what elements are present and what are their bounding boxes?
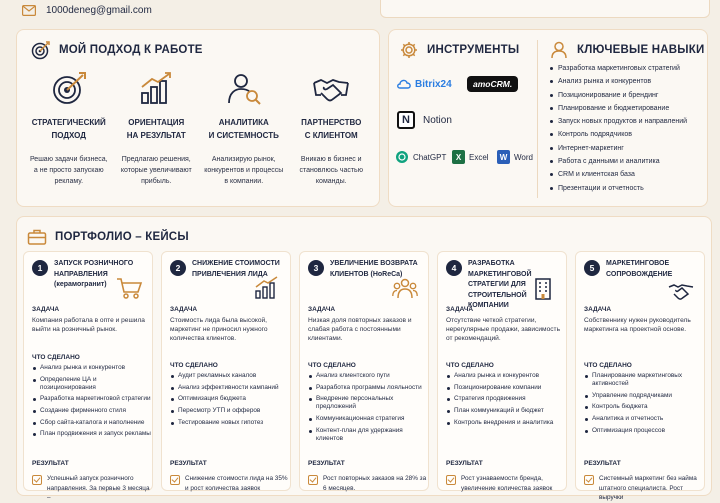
task-label: ЗАДАЧА [446, 306, 474, 313]
tools-skills-card [388, 29, 708, 207]
done-item: Контроль внедрения и аналитика [446, 419, 566, 427]
case-card[interactable] [299, 251, 429, 491]
team-icon [392, 276, 418, 300]
skill-item: Запуск новых продуктов и направлений [549, 117, 699, 126]
done-item: Внедрение персональных предложений [308, 395, 428, 411]
skills-list [549, 64, 699, 197]
case-title: ЗАПУСК РОЗНИЧНОГО НАПРАВЛЕНИЯ (керамогранит) [54, 260, 134, 288]
result-label: РЕЗУЛЬТАТ [170, 460, 207, 467]
briefcase-icon [27, 227, 47, 247]
email-contact[interactable] [22, 5, 152, 16]
done-item: Пересмотр УТП и офферов [170, 407, 290, 415]
skill-item: Позиционирование и брендинг [549, 91, 699, 100]
skill-item: CRM и клиентская база [549, 170, 699, 179]
done-item: Контроль бюджета [584, 403, 704, 411]
result-text: Системный маркетинг без найма штатного специалиста. Рост выручки [599, 475, 697, 501]
skill-item: Анализ рынка и конкурентов [549, 77, 699, 86]
done-item: Анализ рынка и конкурентов [446, 372, 566, 380]
case-result [584, 474, 704, 503]
approach-desc: Решаю задачи бизнеса, а не просто запускаю рекламу. [29, 156, 108, 185]
gear-icon [399, 40, 419, 60]
target-icon [51, 71, 87, 105]
approach-desc: Вникаю в бизнес и становлюсь частью команды. [299, 156, 363, 185]
chatgpt-tool [395, 150, 446, 164]
portfolio-card [16, 216, 712, 501]
case-result [446, 474, 566, 493]
done-item: Анализ клиентского пути [308, 372, 428, 380]
case-title: СНИЖЕНИЕ СТОИМОСТИ ПРИВЛЕЧЕНИЯ ЛИДА [192, 260, 280, 278]
done-item: Анализ эффективности кампаний [170, 384, 290, 392]
done-item: Создание фирменного стиля [32, 407, 152, 415]
tools-title-text: ИНСТРУМЕНТЫ [427, 44, 520, 56]
done-label: ЧТО СДЕЛАНО [446, 362, 494, 369]
case-task: Низкая доля повторных заказов и слабая работа с постоянными клиентами. [308, 317, 412, 342]
approach-title-line2: С КЛИЕНТОМ [304, 131, 358, 140]
done-item: Оптимизация бюджета [170, 395, 290, 403]
result-text: Рост повторных заказов на 28% за 6 месяцев. [323, 475, 427, 492]
approach-item [113, 70, 201, 187]
contact-bar [0, 0, 720, 26]
done-item: Стратегия продвижения [446, 395, 566, 403]
approach-desc: Предлагаю решения, которые увеличивают прибыль. [120, 156, 192, 185]
done-list [584, 372, 704, 438]
done-item: Тестирование новых гипотез [170, 419, 290, 427]
chatgpt-icon [395, 150, 409, 164]
done-item: Управление подрядчиками [584, 392, 704, 400]
done-item: Контент-план для удержания клиентов [308, 427, 428, 443]
case-card[interactable] [437, 251, 567, 491]
done-item: Определение ЦА и позиционирования [32, 376, 152, 392]
case-number: 4 [446, 260, 462, 276]
done-list [170, 372, 290, 430]
done-label: ЧТО СДЕЛАНО [170, 362, 218, 369]
skills-title [549, 40, 704, 60]
word-tool [497, 150, 533, 164]
tools-title [399, 40, 519, 60]
approach-title-line1: ПАРТНЕРСТВО [301, 118, 362, 127]
amocrm-logo: amoCRM. [467, 76, 518, 92]
excel-icon: X [452, 150, 465, 164]
approach-item [288, 70, 376, 187]
case-result [308, 474, 428, 493]
growth-chart-icon [254, 276, 280, 300]
handshake-icon [313, 71, 349, 105]
task-label: ЗАДАЧА [584, 306, 612, 313]
building-icon [530, 276, 556, 300]
case-title: УВЕЛИЧЕНИЕ ВОЗВРАТА КЛИЕНТОВ (HoReCa) [330, 260, 418, 278]
amocrm-tool [467, 76, 518, 92]
skill-item: Контроль подрядчиков [549, 130, 699, 139]
portfolio-title-text: ПОРТФОЛИО – КЕЙСЫ [55, 231, 189, 243]
done-item: План коммуникаций и бюджет [446, 407, 566, 415]
checkbox-icon [446, 475, 456, 485]
user-icon [549, 40, 569, 60]
approach-desc: Анализирую рынок, конкурентов и процессы в компании. [204, 156, 284, 185]
checkbox-icon [308, 475, 318, 485]
portfolio-title [27, 227, 189, 247]
case-number: 3 [308, 260, 324, 276]
email-text[interactable]: 1000deneg@gmail.com [46, 5, 152, 16]
result-label: РЕЗУЛЬТАТ [584, 460, 621, 467]
approach-title [31, 40, 203, 60]
done-item: Оптимизация процессов [584, 427, 704, 435]
excel-tool [452, 150, 489, 164]
bitrix-label: Bitrix24 [415, 78, 452, 90]
done-list [32, 364, 152, 442]
case-card[interactable] [575, 251, 705, 501]
checkbox-icon [584, 475, 594, 485]
analyst-icon [226, 71, 262, 105]
handshake-icon [668, 278, 694, 302]
task-label: ЗАДАЧА [170, 306, 198, 313]
checkbox-icon [32, 475, 42, 485]
chatgpt-label: ChatGPT [413, 152, 447, 162]
result-text: Успешный запуск розничного направления. За первые 3 месяца – [47, 475, 150, 501]
approach-title-line2: И СИСТЕМНОСТЬ [208, 131, 279, 140]
notion-label: Notion [423, 114, 452, 126]
skill-item: Интернет-маркетинг [549, 144, 699, 153]
done-label: ЧТО СДЕЛАНО [308, 362, 356, 369]
case-result [32, 474, 152, 503]
word-label: Word [514, 152, 533, 162]
approach-title-line1: ОРИЕНТАЦИЯ [128, 118, 185, 127]
done-item: Разработка программы лояльности [308, 384, 428, 392]
done-item: Сбор сайта-каталога и наполнение [32, 419, 152, 427]
result-label: РЕЗУЛЬТАТ [308, 460, 345, 467]
case-card[interactable] [23, 251, 153, 501]
case-title: МАРКЕТИНГОВОЕ СОПРОВОЖДЕНИЕ [606, 260, 673, 278]
done-label: ЧТО СДЕЛАНО [584, 362, 632, 369]
result-label: РЕЗУЛЬТАТ [446, 460, 483, 467]
case-task: Компания работала в опте и решила выйти на розничный рынок. [32, 317, 145, 333]
target-dart-icon [31, 40, 51, 60]
case-card[interactable] [161, 251, 291, 491]
case-number: 2 [170, 260, 186, 276]
skill-item: Планирование и бюджетирование [549, 104, 699, 113]
skill-item: Презентации и отчетность [549, 184, 699, 193]
growth-bars-icon [138, 71, 174, 105]
shopping-cart-icon [116, 276, 142, 300]
bitrix-cloud-icon [397, 78, 411, 90]
case-result [170, 474, 290, 493]
case-task: Стоимость лида была высокой, маркетинг не приносил нужного количества клиентов. [170, 317, 268, 342]
done-label: ЧТО СДЕЛАНО [32, 354, 80, 361]
skills-title-text: КЛЮЧЕВЫЕ НАВЫКИ [577, 44, 705, 56]
done-item: Аудит рекламных каналов [170, 372, 290, 380]
excel-label: Excel [469, 152, 489, 162]
case-number: 5 [584, 260, 600, 276]
approach-title-line1: АНАЛИТИКА [218, 118, 269, 127]
approach-title-line1: СТРАТЕГИЧЕСКИЙ [31, 118, 106, 127]
done-list [446, 372, 566, 430]
done-item: Анализ рынка и конкурентов [32, 364, 152, 372]
word-icon: W [497, 150, 510, 164]
done-list [308, 372, 428, 446]
result-label: РЕЗУЛЬТАТ [32, 460, 69, 467]
case-number: 1 [32, 260, 48, 276]
approach-card [16, 29, 380, 207]
case-task: Отсутствие четкой стратегии, нерегулярные продажи, зависимость от рекомендаций. [446, 317, 561, 342]
checkbox-icon [170, 475, 180, 485]
task-label: ЗАДАЧА [32, 306, 60, 313]
approach-title-line2: НА РЕЗУЛЬТАТ [126, 131, 186, 140]
approach-item [25, 70, 113, 187]
envelope-icon [22, 5, 36, 16]
case-title: РАЗРАБОТКА МАРКЕТИНГОВОЙ СТРАТЕГИИ ДЛЯ СТРОИТЕЛЬНОЙ КОМПАНИИ [468, 260, 532, 309]
result-text: Снижение стоимости лида на 35% и рост количества заявок [185, 475, 288, 492]
done-item: Планирование маркетинговых активностей [584, 372, 704, 388]
approach-item [200, 70, 288, 187]
done-item: Позиционирование компании [446, 384, 566, 392]
done-item: Аналитика и отчетность [584, 415, 704, 423]
case-task: Собственнику нужен руководитель маркетинга на проектной основе. [584, 317, 691, 333]
done-item: Коммуникационная стратегия [308, 415, 428, 423]
skill-item: Работа с данными и аналитика [549, 157, 699, 166]
notion-icon: N [397, 111, 415, 129]
bitrix-tool [397, 78, 452, 90]
notion-tool [397, 111, 452, 129]
done-item: План продвижения и запуск рекламы [32, 430, 152, 438]
result-text: Рост узнаваемости бренда, увеличение количества заявок [461, 475, 553, 492]
tools-divider [537, 40, 538, 198]
top-card-edge [380, 0, 710, 18]
approach-title-text: МОЙ ПОДХОД К РАБОТЕ [59, 44, 203, 56]
done-item: Разработка маркетинговой стратегии [32, 395, 152, 403]
skill-item: Разработка маркетинговых стратегий [549, 64, 699, 73]
task-label: ЗАДАЧА [308, 306, 336, 313]
approach-title-line2: ПОДХОД [51, 131, 86, 140]
approach-items [25, 70, 375, 187]
